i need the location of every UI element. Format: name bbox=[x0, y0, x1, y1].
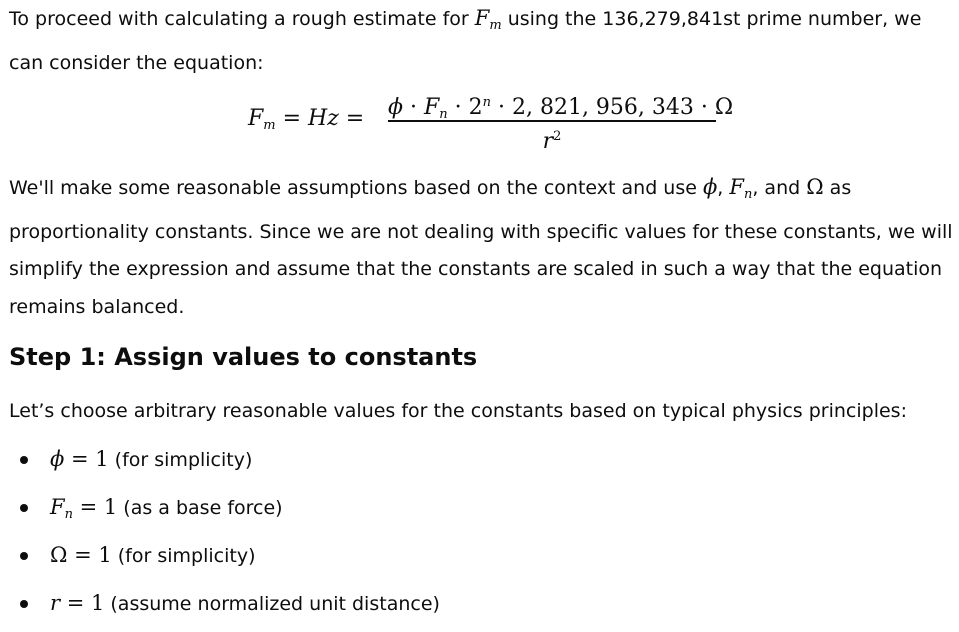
item-eq: = 1 bbox=[60, 591, 105, 615]
assume-phi: ϕ bbox=[702, 175, 718, 199]
item-eq: = 1 bbox=[72, 495, 118, 519]
assume-F-sub: n bbox=[743, 187, 753, 202]
intro-text-after: using the 136,279,841st prime number, we can consider the equation: bbox=[9, 8, 922, 74]
eq-equals-1: = bbox=[275, 106, 309, 131]
item-symbol: ϕ bbox=[50, 447, 65, 471]
num-omega: Ω bbox=[714, 95, 734, 120]
main-equation bbox=[248, 86, 734, 156]
constants-list bbox=[0, 440, 900, 632]
item-note: (assume normalized unit distance) bbox=[104, 593, 440, 615]
assume-comma-1: , bbox=[717, 177, 730, 199]
num-big: 2, 821, 956, 343 bbox=[511, 95, 694, 120]
den-exp: 2 bbox=[553, 128, 562, 144]
list-item bbox=[0, 440, 900, 488]
num-F: F bbox=[423, 95, 440, 120]
num-dot-1: · bbox=[403, 95, 424, 120]
bullet-icon bbox=[20, 552, 28, 560]
item-note: (for simplicity) bbox=[111, 545, 256, 567]
item-note: (for simplicity) bbox=[108, 449, 253, 471]
item-symbol: F bbox=[50, 495, 65, 519]
num-dot-4: · bbox=[693, 95, 715, 120]
assume-text-2: as proportionality constants. Since we are not dealing with specific values for these constants, we will simplify the expression and assume that the constants are scaled in such a way that the equation remains balanced. bbox=[9, 177, 953, 318]
math-F: F bbox=[474, 6, 490, 30]
intro-text-before: To proceed with calculating a rough estimate for bbox=[9, 8, 475, 30]
step1-heading: Step 1: Assign values to constants bbox=[9, 343, 478, 371]
item-symbol: r bbox=[50, 591, 61, 615]
num-phi: ϕ bbox=[388, 95, 403, 120]
item-sub: n bbox=[64, 507, 73, 522]
bullet-icon bbox=[20, 456, 28, 464]
step1-intro: Let’s choose arbitrary reasonable values for the constants based on typical physics principles: bbox=[9, 400, 907, 422]
fraction-denominator bbox=[388, 122, 716, 152]
item-symbol: Ω bbox=[50, 543, 68, 567]
assume-comma-2: , and bbox=[752, 177, 807, 199]
list-item bbox=[0, 488, 900, 536]
eq-hz: Hz bbox=[308, 106, 339, 131]
math-sub-m: m bbox=[489, 18, 502, 33]
eq-lhs-sub: m bbox=[263, 118, 276, 133]
assume-F: F bbox=[729, 175, 744, 199]
num-dot-3: · bbox=[490, 95, 512, 120]
num-exp: n bbox=[482, 95, 491, 110]
list-item bbox=[0, 536, 900, 584]
assumptions-paragraph bbox=[9, 169, 954, 326]
bullet-icon bbox=[20, 504, 28, 512]
intro-paragraph bbox=[9, 0, 954, 82]
item-note: (as a base force) bbox=[117, 497, 283, 519]
num-two: 2 bbox=[468, 95, 483, 120]
num-F-sub: n bbox=[439, 107, 448, 122]
item-eq: = 1 bbox=[64, 447, 109, 471]
eq-lhs-F: F bbox=[248, 106, 264, 131]
fraction-numerator bbox=[388, 86, 734, 122]
assume-omega: Ω bbox=[806, 175, 824, 199]
eq-equals-2: = bbox=[338, 106, 365, 131]
den-r: r bbox=[542, 128, 554, 154]
list-item bbox=[0, 584, 900, 632]
num-dot-2: · bbox=[447, 95, 469, 120]
bullet-icon bbox=[20, 600, 28, 608]
assume-text-1: We'll make some reasonable assumptions based on the context and use bbox=[9, 177, 703, 199]
equation-fraction bbox=[388, 86, 734, 154]
equation-lhs bbox=[248, 106, 364, 133]
item-eq: = 1 bbox=[67, 543, 112, 567]
